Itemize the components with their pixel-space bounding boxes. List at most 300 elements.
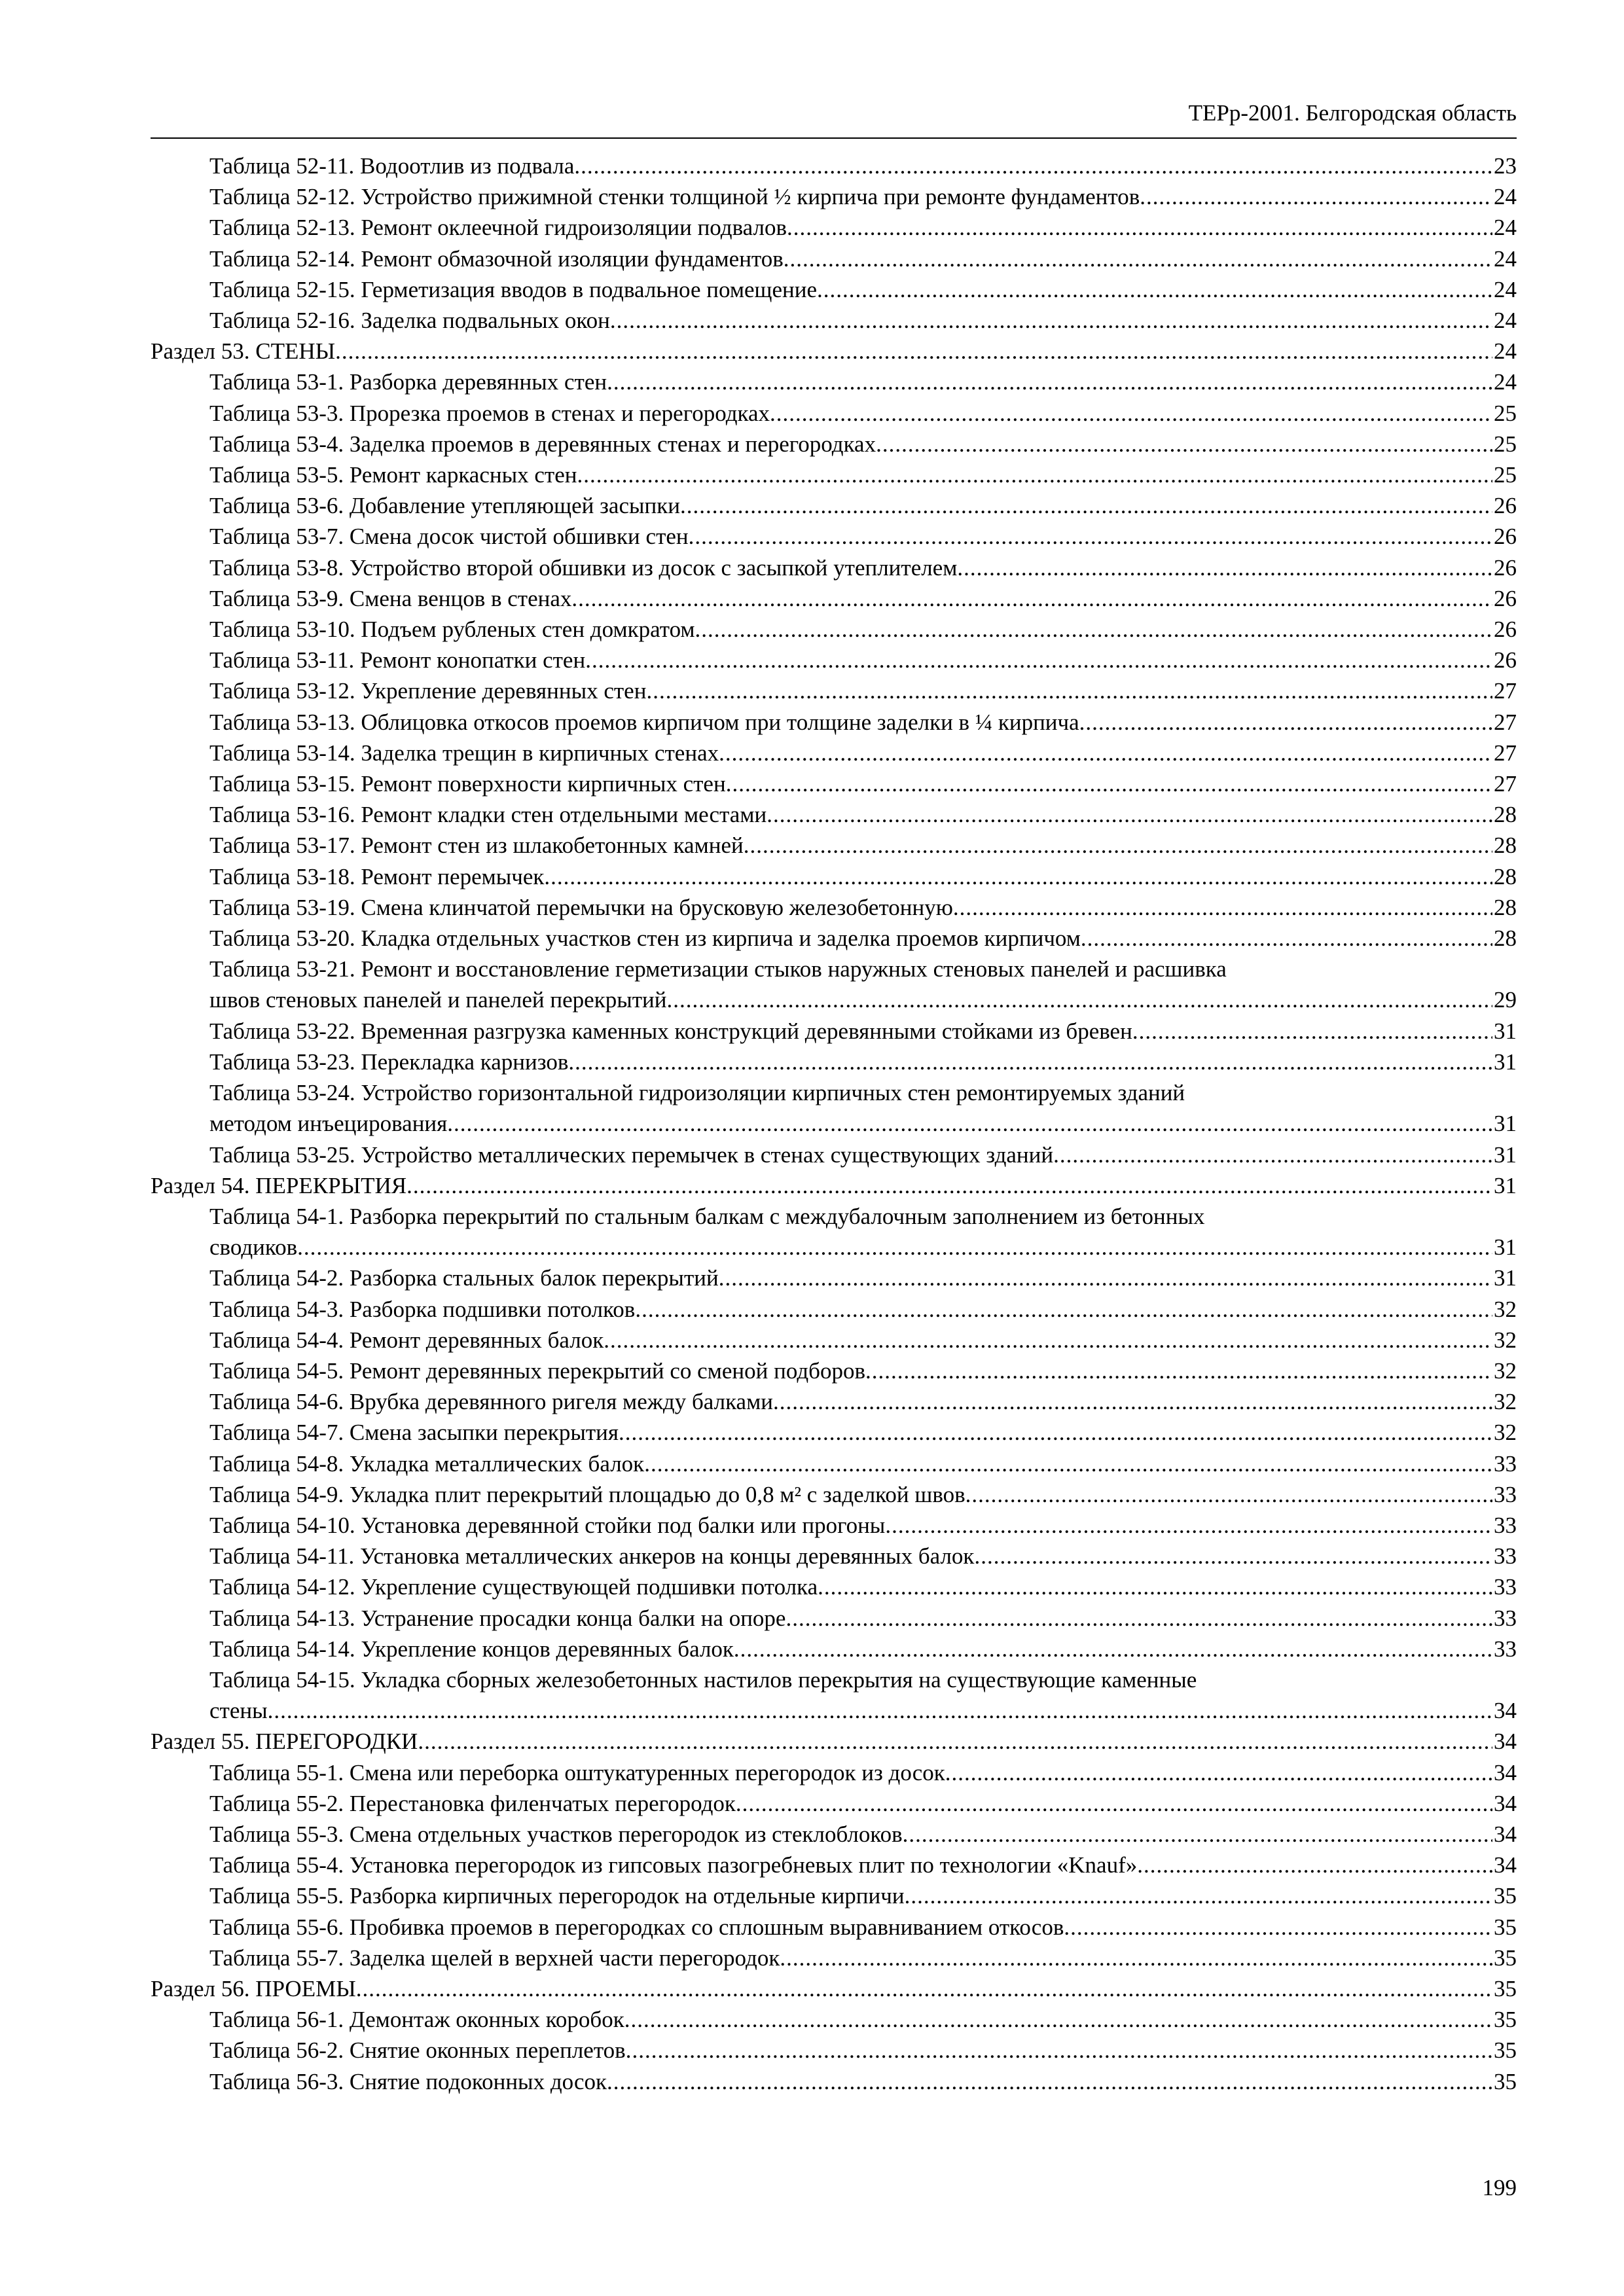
toc-entry-line	[209, 1325, 1517, 1355]
toc-entry-title: Таблица 53-18. Ремонт перемычек	[209, 863, 545, 889]
toc-page-number: 33	[1494, 1450, 1517, 1477]
toc-page-number: 29	[1494, 987, 1517, 1013]
toc-page-number: 31	[1494, 1234, 1517, 1261]
toc-table-entry[interactable]	[151, 645, 1517, 675]
dot-leader	[607, 367, 1492, 397]
toc-page-number: 34	[1494, 1729, 1517, 1755]
toc-page-number: 27	[1494, 709, 1517, 735]
toc-table-entry[interactable]	[151, 1571, 1517, 1602]
toc-entry-line	[209, 614, 1517, 645]
toc-table-entry[interactable]	[151, 614, 1517, 645]
toc-entry-line	[209, 212, 1517, 243]
toc-entry-title: Таблица 55-6. Пробивка проемов в перегородках со сплошным выравниванием откосов	[209, 1914, 1064, 1940]
toc-table-entry[interactable]	[151, 1448, 1517, 1479]
toc-table-entry[interactable]	[151, 1541, 1517, 1571]
toc-table-entry[interactable]	[151, 2066, 1517, 2097]
toc-page-number: 31	[1494, 1018, 1517, 1044]
dot-leader	[644, 1448, 1492, 1479]
toc-entry-line	[209, 1417, 1517, 1448]
toc-entry-title: Таблица 53-8. Устройство второй обшивки из досок с засыпкой утеплителем	[209, 554, 958, 581]
toc-entry-line	[209, 398, 1517, 429]
toc-entry-line	[209, 1788, 1517, 1819]
table-of-contents	[151, 151, 1517, 2097]
toc-entry-title: Таблица 53-13. Облицовка откосов проемов кирпичом при толщине заделки в ¼ кирпича	[209, 709, 1079, 735]
toc-page-number: 28	[1494, 894, 1517, 920]
dot-leader	[905, 1880, 1492, 1911]
toc-entry-title: Таблица 54-11. Установка металлических анкеров на концы деревянных балок	[209, 1543, 975, 1570]
dot-leader	[335, 336, 1492, 367]
toc-table-entry[interactable]	[151, 1819, 1517, 1850]
toc-entry-title: Таблица 54-6. Врубка деревянного ригеля между балками	[209, 1389, 773, 1415]
toc-entry-line	[209, 1695, 1517, 1726]
toc-page-number: 32	[1494, 1420, 1517, 1446]
toc-entry-title: Таблица 53-19. Смена клинчатой перемычки на брусковую железобетонную	[209, 894, 953, 920]
toc-entry-line	[209, 892, 1517, 923]
toc-entry-title: Таблица 53-17. Ремонт стен из шлакобетонных камней	[209, 833, 744, 859]
toc-table-entry[interactable]	[151, 1325, 1517, 1355]
toc-entry-title: Таблица 52-13. Ремонт оклеечной гидроизоляции подвалов	[209, 215, 787, 241]
toc-entry-line	[209, 181, 1517, 212]
toc-page-number: 28	[1494, 863, 1517, 889]
toc-entry-line	[209, 274, 1517, 305]
toc-entry-line	[209, 1943, 1517, 1973]
toc-table-entry[interactable]	[151, 1016, 1517, 1047]
toc-page-number: 24	[1494, 308, 1517, 334]
toc-table-entry[interactable]	[151, 151, 1517, 181]
toc-section-entry[interactable]	[151, 1170, 1517, 1201]
dot-leader	[817, 274, 1492, 305]
dot-leader	[885, 1510, 1492, 1541]
toc-table-entry[interactable]	[151, 2004, 1517, 2035]
dot-leader	[356, 1973, 1492, 2004]
dot-leader	[689, 521, 1492, 552]
toc-entry-title: Таблица 53-10. Подъем рубленых стен домкратом	[209, 617, 695, 643]
toc-entry-line	[209, 151, 1517, 181]
toc-entry-title: Таблица 53-6. Добавление утепляющей засыпки	[209, 493, 680, 519]
dot-leader	[818, 1571, 1492, 1602]
dot-leader	[1137, 1850, 1492, 1880]
toc-entry-title: Раздел 53. СТЕНЫ	[151, 338, 336, 365]
toc-entry-line	[209, 645, 1517, 675]
toc-entry-line	[209, 1912, 1517, 1943]
toc-page-number: 32	[1494, 1296, 1517, 1322]
toc-page-number: 28	[1494, 802, 1517, 828]
toc-entry-title: Таблица 53-24. Устройство горизонтальной гидроизоляции кирпичных стен ремонтируемых зданий	[209, 1080, 1185, 1106]
toc-entry-line	[209, 490, 1517, 521]
toc-entry-title: Таблица 54-4. Ремонт деревянных балок	[209, 1327, 604, 1353]
toc-page-number: 26	[1494, 585, 1517, 611]
toc-entry-title: Таблица 54-3. Разборка подшивки потолков	[209, 1296, 636, 1322]
toc-entry-line	[209, 1634, 1517, 1664]
toc-entry-line	[209, 2066, 1517, 2097]
toc-entry-line	[209, 2035, 1517, 2066]
dot-leader	[268, 1695, 1492, 1726]
toc-entry-title: Таблица 53-14. Заделка трещин в кирпичных стенах	[209, 740, 719, 766]
toc-table-entry[interactable]	[151, 274, 1517, 305]
toc-entry-title: Таблица 54-13. Устранение просадки конца балки на опоре	[209, 1605, 786, 1631]
toc-table-entry[interactable]	[151, 738, 1517, 768]
toc-entry-title: Таблица 52-12. Устройство прижимной стенки толщиной ½ кирпича при ремонте фундаментов	[209, 184, 1140, 210]
dot-leader	[418, 1726, 1492, 1757]
toc-entry-title: Раздел 55. ПЕРЕГОРОДКИ	[151, 1729, 418, 1755]
dot-leader	[695, 614, 1492, 645]
toc-entry-title: Таблица 54-10. Установка деревянной стойки под балки или прогоны	[209, 1512, 886, 1538]
dot-leader	[610, 305, 1492, 336]
toc-entry-line	[209, 1510, 1517, 1541]
dot-leader	[1053, 1139, 1492, 1170]
toc-entry-line	[209, 1757, 1517, 1788]
toc-table-entry[interactable]	[151, 367, 1517, 397]
toc-entry-line	[209, 1047, 1517, 1077]
toc-entry-title: Таблица 53-16. Ремонт кладки стен отдельными местами	[209, 802, 767, 828]
toc-entry-title: Таблица 56-2. Снятие оконных переплетов	[209, 2037, 626, 2064]
toc-page-number: 34	[1494, 1821, 1517, 1847]
toc-page-number: 34	[1494, 1790, 1517, 1816]
toc-entry-line	[209, 1355, 1517, 1386]
toc-entry-line	[209, 984, 1517, 1015]
toc-page-number: 32	[1494, 1357, 1517, 1384]
toc-table-entry[interactable]	[151, 212, 1517, 243]
toc-page-number: 26	[1494, 524, 1517, 550]
toc-table-entry[interactable]	[151, 1912, 1517, 1943]
toc-table-entry[interactable]	[151, 1788, 1517, 1819]
toc-entry-title: Таблица 53-5. Ремонт каркасных стен	[209, 462, 577, 488]
toc-entry-title: Таблица 56-1. Демонтаж оконных коробок	[209, 2007, 624, 2033]
toc-page-number: 35	[1494, 1883, 1517, 1909]
toc-table-entry[interactable]	[151, 1263, 1517, 1293]
toc-entry-title: Таблица 53-23. Перекладка карнизов	[209, 1049, 569, 1075]
toc-page-number: 25	[1494, 431, 1517, 457]
toc-table-entry[interactable]	[151, 1201, 1517, 1263]
page-number: 199	[1482, 2175, 1517, 2200]
toc-entry-title: Раздел 56. ПРОЕМЫ	[151, 1975, 356, 2001]
toc-page-number: 25	[1494, 462, 1517, 488]
toc-page-number: 24	[1494, 245, 1517, 272]
toc-table-entry[interactable]	[151, 583, 1517, 614]
dot-leader	[903, 1819, 1492, 1850]
toc-entry-line	[209, 305, 1517, 336]
toc-table-entry[interactable]	[151, 892, 1517, 923]
dot-leader	[626, 2035, 1492, 2066]
toc-page-number: 34	[1494, 1852, 1517, 1878]
toc-table-entry[interactable]	[151, 707, 1517, 738]
toc-entry-title: Таблица 55-1. Смена или переборка оштукатуренных перегородок из досок	[209, 1759, 945, 1785]
toc-table-entry[interactable]	[151, 1510, 1517, 1541]
dot-leader	[744, 830, 1492, 861]
toc-entry-line	[209, 1294, 1517, 1325]
toc-entry-line	[209, 1603, 1517, 1634]
dot-leader	[297, 1232, 1492, 1263]
toc-table-entry[interactable]	[151, 768, 1517, 799]
toc-entry-title: Таблица 53-20. Кладка отдельных участков стен из кирпича и заделка проемов кирпичом	[209, 925, 1081, 952]
toc-entry-title: Таблица 52-11. Водоотлив из подвала	[209, 153, 575, 179]
toc-entry-title: Таблица 54-1. Разборка перекрытий по стальным балкам с междубалочным заполнением из бетонных	[209, 1203, 1205, 1229]
dot-leader	[957, 552, 1492, 583]
toc-entry-line	[209, 521, 1517, 552]
toc-entry-title: Таблица 56-3. Снятие подоконных досок	[209, 2068, 607, 2094]
dot-leader	[719, 738, 1492, 768]
toc-table-entry[interactable]	[151, 429, 1517, 459]
dot-leader	[736, 1788, 1492, 1819]
toc-page-number: 31	[1494, 1141, 1517, 1168]
toc-entry-title: Таблица 54-8. Укладка металлических балок	[209, 1450, 645, 1477]
toc-entry-title: Таблица 52-15. Герметизация вводов в подвальное помещение	[209, 276, 817, 302]
dot-leader	[767, 799, 1492, 830]
toc-entry-line	[151, 1726, 1517, 1757]
toc-page-number: 27	[1494, 771, 1517, 797]
dot-leader	[734, 1634, 1492, 1664]
toc-page-number: 27	[1494, 678, 1517, 704]
toc-page-number: 26	[1494, 493, 1517, 519]
toc-page-number: 26	[1494, 647, 1517, 673]
toc-entry-line	[209, 1448, 1517, 1479]
toc-entry-title: Таблица 53-25. Устройство металлических перемычек в стенах существующих зданий	[209, 1141, 1054, 1168]
toc-entry-line	[209, 583, 1517, 614]
toc-entry-title: Таблица 55-3. Смена отдельных участков перегородок из стеклоблоков	[209, 1821, 903, 1847]
toc-entry-line	[209, 923, 1517, 954]
toc-entry-line	[209, 367, 1517, 397]
toc-page-number: 24	[1494, 276, 1517, 302]
dot-leader	[945, 1757, 1492, 1788]
toc-entry-title: Таблица 52-16. Заделка подвальных окон	[209, 308, 610, 334]
toc-entry-line	[209, 675, 1517, 706]
toc-entry-title: Таблица 53-1. Разборка деревянных стен	[209, 369, 607, 395]
toc-page-number: 24	[1494, 369, 1517, 395]
toc-entry-title: Таблица 55-5. Разборка кирпичных перегородок на отдельные кирпичи	[209, 1883, 905, 1909]
toc-entry-title: Таблица 54-7. Смена засыпки перекрытия	[209, 1420, 619, 1446]
toc-entry-title: Таблица 53-3. Прорезка проемов в стенах и перегородках	[209, 400, 770, 426]
toc-table-entry[interactable]	[151, 2035, 1517, 2066]
toc-page-number: 31	[1494, 1265, 1517, 1291]
toc-page-number: 24	[1494, 338, 1517, 365]
toc-section-entry[interactable]	[151, 1973, 1517, 2004]
toc-entry-title-continuation: сводиков	[209, 1234, 298, 1261]
dot-leader	[406, 1170, 1492, 1201]
toc-entry-line	[151, 336, 1517, 367]
dot-leader	[1140, 181, 1492, 212]
dot-leader	[965, 1479, 1492, 1510]
toc-entry-title: Таблица 54-2. Разборка стальных балок перекрытий	[209, 1265, 719, 1291]
toc-entry-line	[209, 738, 1517, 768]
dot-leader	[1064, 1912, 1492, 1943]
toc-table-entry[interactable]	[151, 923, 1517, 954]
toc-page-number: 31	[1494, 1172, 1517, 1198]
dot-leader	[1079, 707, 1492, 738]
toc-entry-title: Таблица 55-7. Заделка щелей в верхней части перегородок	[209, 1945, 780, 1971]
toc-table-entry[interactable]	[151, 1850, 1517, 1880]
dot-leader	[773, 1386, 1492, 1417]
toc-table-entry[interactable]	[151, 1386, 1517, 1417]
toc-entry-title: Таблица 55-4. Установка перегородок из гипсовых пазогребневых плит по технологии «Knauf»	[209, 1852, 1138, 1878]
toc-entry-title-continuation: швов стеновых панелей и панелей перекрытий	[209, 987, 667, 1013]
toc-table-entry[interactable]	[151, 1139, 1517, 1170]
toc-page-number: 31	[1494, 1049, 1517, 1075]
toc-table-entry[interactable]	[151, 181, 1517, 212]
toc-table-entry[interactable]	[151, 830, 1517, 861]
toc-page-number: 35	[1494, 2037, 1517, 2064]
toc-entry-line	[209, 1819, 1517, 1850]
toc-table-entry[interactable]	[151, 675, 1517, 706]
dot-leader	[680, 490, 1492, 521]
toc-entry-line	[209, 1880, 1517, 1911]
toc-entry-line	[209, 1139, 1517, 1170]
toc-page-number: 35	[1494, 2068, 1517, 2094]
toc-entry-title: Таблица 54-5. Ремонт деревянных перекрытий со сменой подборов	[209, 1357, 865, 1384]
dot-leader	[571, 583, 1492, 614]
toc-page-number: 34	[1494, 1698, 1517, 1724]
toc-entry-line	[209, 1571, 1517, 1602]
toc-table-entry[interactable]	[151, 1479, 1517, 1510]
dot-leader	[865, 1355, 1492, 1386]
dot-leader	[646, 675, 1492, 706]
toc-entry-line	[209, 429, 1517, 459]
dot-leader	[585, 645, 1492, 675]
dot-leader	[619, 1417, 1492, 1448]
dot-leader	[607, 2066, 1492, 2097]
toc-page-number: 32	[1494, 1327, 1517, 1353]
toc-table-entry[interactable]	[151, 954, 1517, 1015]
toc-table-entry[interactable]	[151, 459, 1517, 490]
toc-page-number: 33	[1494, 1481, 1517, 1507]
dot-leader	[568, 1047, 1492, 1077]
toc-entry-line	[209, 1263, 1517, 1293]
dot-leader	[544, 861, 1492, 892]
toc-section-entry[interactable]	[151, 1726, 1517, 1757]
toc-page-number: 28	[1494, 925, 1517, 952]
dot-leader	[974, 1541, 1492, 1571]
toc-table-entry[interactable]	[151, 861, 1517, 892]
toc-page-number: 33	[1494, 1574, 1517, 1600]
header-title: ТЕРр-2001. Белгородская область	[1188, 100, 1517, 126]
toc-table-entry[interactable]	[151, 1355, 1517, 1386]
toc-entry-title: Таблица 54-12. Укрепление существующей подшивки потолка	[209, 1574, 818, 1600]
toc-table-entry[interactable]	[151, 552, 1517, 583]
dot-leader	[787, 212, 1492, 243]
toc-page-number: 24	[1494, 184, 1517, 210]
toc-table-entry[interactable]	[151, 1634, 1517, 1664]
toc-entry-title: Таблица 54-14. Укрепление концов деревянных балок	[209, 1636, 734, 1662]
toc-page-number: 35	[1494, 1945, 1517, 1971]
dot-leader	[770, 398, 1492, 429]
dot-leader	[785, 1603, 1492, 1634]
toc-table-entry[interactable]	[151, 1880, 1517, 1911]
toc-table-entry[interactable]	[151, 243, 1517, 274]
toc-entry-title: Таблица 53-21. Ремонт и восстановление герметизации стыков наружных стеновых панелей и расшивка	[209, 956, 1227, 982]
toc-table-entry[interactable]	[151, 1417, 1517, 1448]
dot-leader	[719, 1263, 1492, 1293]
dot-leader	[780, 1943, 1492, 1973]
toc-entry-title: Таблица 53-12. Укрепление деревянных стен	[209, 678, 647, 704]
toc-table-entry[interactable]	[151, 799, 1517, 830]
toc-entry-line	[209, 2004, 1517, 2035]
toc-page-number: 34	[1494, 1759, 1517, 1785]
toc-entry-title: Таблица 54-9. Укладка плит перекрытий площадью до 0,8 м² с заделкой швов	[209, 1481, 965, 1507]
toc-entry-line	[209, 1386, 1517, 1417]
toc-entry-title: Таблица 53-9. Смена венцов в стенах	[209, 585, 572, 611]
toc-table-entry[interactable]	[151, 1943, 1517, 1973]
toc-page-number: 23	[1494, 153, 1517, 179]
toc-entry-title: Таблица 53-11. Ремонт конопатки стен	[209, 647, 586, 673]
toc-entry-title: Таблица 52-14. Ремонт обмазочной изоляции фундаментов	[209, 245, 784, 272]
dot-leader	[635, 1294, 1492, 1325]
toc-table-entry[interactable]	[151, 521, 1517, 552]
toc-entry-line	[151, 1973, 1517, 2004]
toc-table-entry[interactable]	[151, 1757, 1517, 1788]
toc-table-entry[interactable]	[151, 1664, 1517, 1726]
toc-entry-line	[209, 707, 1517, 738]
toc-entry-title: Таблица 54-15. Укладка сборных железобетонных настилов перекрытия на существующие каменные	[209, 1666, 1197, 1693]
toc-entry-line	[209, 1479, 1517, 1510]
toc-page-number: 35	[1494, 2007, 1517, 2033]
toc-entry-title: Таблица 53-15. Ремонт поверхности кирпичных стен	[209, 771, 726, 797]
toc-table-entry[interactable]	[151, 398, 1517, 429]
toc-page-number: 26	[1494, 617, 1517, 643]
toc-page-number: 33	[1494, 1512, 1517, 1538]
toc-page-number: 33	[1494, 1636, 1517, 1662]
toc-page-number: 25	[1494, 400, 1517, 426]
toc-entry-line	[209, 1850, 1517, 1880]
dot-leader	[726, 768, 1492, 799]
toc-page-number: 24	[1494, 215, 1517, 241]
toc-page-number: 32	[1494, 1389, 1517, 1415]
page-header	[151, 98, 1517, 139]
toc-page-number: 26	[1494, 554, 1517, 581]
toc-entry-line	[209, 1541, 1517, 1571]
dot-leader	[604, 1325, 1492, 1355]
dot-leader	[447, 1108, 1492, 1139]
toc-page-number: 31	[1494, 1111, 1517, 1137]
dot-leader	[1081, 923, 1492, 954]
toc-table-entry[interactable]	[151, 1077, 1517, 1139]
toc-entry-title-continuation: методом инъецирования	[209, 1111, 448, 1137]
toc-table-entry[interactable]	[151, 1294, 1517, 1325]
toc-table-entry[interactable]	[151, 1603, 1517, 1634]
toc-table-entry[interactable]	[151, 490, 1517, 521]
dot-leader	[577, 459, 1492, 490]
toc-entry-title: Таблица 53-4. Заделка проемов в деревянных стенах и перегородках	[209, 431, 876, 457]
dot-leader	[953, 892, 1492, 923]
toc-entry-line	[209, 552, 1517, 583]
toc-entry-line	[209, 830, 1517, 861]
toc-entry-title: Таблица 53-22. Временная разгрузка каменных конструкций деревянными стойками из бревен	[209, 1018, 1132, 1044]
toc-section-entry[interactable]	[151, 336, 1517, 367]
toc-entry-line	[209, 861, 1517, 892]
toc-page-number: 35	[1494, 1914, 1517, 1940]
toc-entry-line	[209, 1232, 1517, 1263]
dot-leader	[876, 429, 1492, 459]
toc-entry-title: Раздел 54. ПЕРЕКРЫТИЯ	[151, 1172, 407, 1198]
toc-entry-line	[209, 1016, 1517, 1047]
toc-page-number: 27	[1494, 740, 1517, 766]
toc-page-number: 28	[1494, 833, 1517, 859]
toc-entry-line	[209, 459, 1517, 490]
dot-leader	[666, 984, 1492, 1015]
toc-entry-line	[209, 768, 1517, 799]
dot-leader	[784, 243, 1492, 274]
toc-entry-line	[209, 243, 1517, 274]
toc-page-number: 33	[1494, 1543, 1517, 1570]
toc-table-entry[interactable]	[151, 305, 1517, 336]
dot-leader	[574, 151, 1492, 181]
toc-page-number: 35	[1494, 1975, 1517, 2001]
toc-entry-line	[209, 799, 1517, 830]
dot-leader	[1132, 1016, 1492, 1047]
toc-page-number: 33	[1494, 1605, 1517, 1631]
toc-entry-line	[151, 1170, 1517, 1201]
toc-entry-title: Таблица 53-7. Смена досок чистой обшивки стен	[209, 524, 689, 550]
toc-entry-line	[209, 1108, 1517, 1139]
toc-table-entry[interactable]	[151, 1047, 1517, 1077]
